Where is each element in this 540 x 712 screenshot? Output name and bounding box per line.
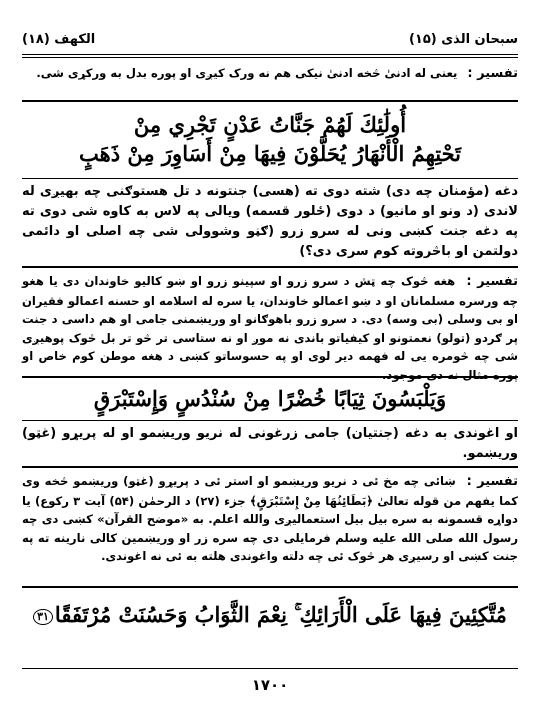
- page-header: [22, 28, 518, 50]
- tafsir-3: [22, 472, 518, 566]
- verse-3: [30, 600, 510, 629]
- section-divider: [22, 100, 518, 102]
- tafsir-text: یعنی له ادنیٰ څخه ادنیٰ نیکی هم نه ورک کیږی او پوره بدل به ورکړی شی.: [36, 66, 458, 80]
- section-divider: [22, 178, 518, 179]
- tafsir-label: تفسیر :: [466, 474, 518, 489]
- verse-2-line-1: وَيَلْبَسُونَ ثِيَابًا خُضْرًا مِنْ سُنْدُسٍ وَإِسْتَبْرَقٍ: [93, 386, 447, 411]
- tafsir-label: تفسیر :: [466, 274, 518, 289]
- header-surah-juz-title: سبحان الذی (۱۵): [408, 31, 518, 47]
- verse-3-line-1: [30, 600, 510, 629]
- verse-3-text: مُتَّكِئِينَ فِيهَا عَلَى الْأَرَائِكِ ۚ نِعْمَ الثَّوَابُ وَحَسُنَتْ مُرْتَفَقًا: [54, 602, 507, 627]
- translation-1: دغه (مؤمنان چه دی) شته دوی ته (هسی) جنتونه د تل هستوګنی چه بهیږی له لاندی (د ونو او مانیو) د دوی (ځلور قسمه) ویالی په لاس به کاوه شی دوی ته په دغه جنت کښی ونی له سرو زرو (ګڼو وشوولی شی چه اصلی او دائمی دولتمن او باڅروته کوم سری دی؟): [22, 184, 518, 259]
- verse-1-line-2: تَحْتِهِمُ الْأَنْهَارُ يُحَلَّوْنَ فِيهَا مِنْ أَسَاوِرَ مِنْ ذَهَبٍ: [79, 141, 461, 166]
- translation-2: او اغوندی به دغه (جنتیان) جامی زرغونی له نریو وریښمو او له پریړو (غټو) وریښمو.: [22, 426, 518, 461]
- verse-1-line-1: أُولَٰئِكَ لَهُمْ جَنَّاتُ عَدْنٍ تَجْرِي مِنْ: [133, 112, 407, 137]
- verse-1: [30, 110, 510, 168]
- page-number: ۱۷۰۰: [251, 676, 289, 694]
- section-divider: [22, 466, 518, 468]
- tafsir-label: تفسیر :: [467, 66, 518, 81]
- ayah-number-marker: ۳۱: [33, 609, 53, 625]
- header-rule: [22, 54, 518, 55]
- section-divider: [22, 266, 518, 268]
- section-divider: [22, 586, 518, 588]
- tafsir-text: ښائی چه مخ ئی د نریو وریښمو او استر ئی د پریړو (غټو) وریښمو څخه وی کما یفهم من قوله تعالیٰ ﴿بَطَائِنُهَا مِنْ إِسْتَبْرَقٍ﴾ جزء (۲۷) د الرحمٰن (۵۴) آیت ۳ رکوع) یا دواړه قسمونه به سره بیل بیل استعمالیږی والله اعلم. به «موضح القرآن» کښی دی چه رسول الله صلی الله علیه وسلم فرمایلی دی چه سره زر او وریښمین کالی نارینه ته په جنت کښی او رسیږی هر څوک ئی چه دلته واغوندی هلته به ئی نه اغوندی.: [22, 474, 518, 564]
- header-surah-title: الکھف (۱۸): [22, 31, 96, 47]
- tafsir-1: [22, 64, 518, 84]
- tafsir-2: [22, 272, 518, 385]
- tafsir-text: هغه څوک چه ټش د سرو زرو او سپینو زرو او ښو کالیو خاوندان دی یا هغو چه ورسره مسلمانان او د ښو اعمالو خاوندان، یا سره له اسلامه او حسنه اعمالو فقیران او بی وسلی (بی وسه) دی. د سرو زرو باهوګانو او وریښمنی جامی او هم داسی د جنت پر ګردو (تولو) نعمتونو او کیفیاتو باندی نه موږ او نه ستاسی تر څو تر بل څوک پوهیږی شی چه څومره یی له فهمه دیر لوی او په حسوساتو کښی د هغه موطن کوم خاص او پوره مثال نه دی موجود.: [22, 274, 518, 382]
- footer-rule: [22, 668, 518, 669]
- section-divider: [22, 420, 518, 421]
- section-divider: [22, 376, 518, 378]
- header-rule-thin: [22, 57, 518, 58]
- verse-2: [30, 384, 510, 413]
